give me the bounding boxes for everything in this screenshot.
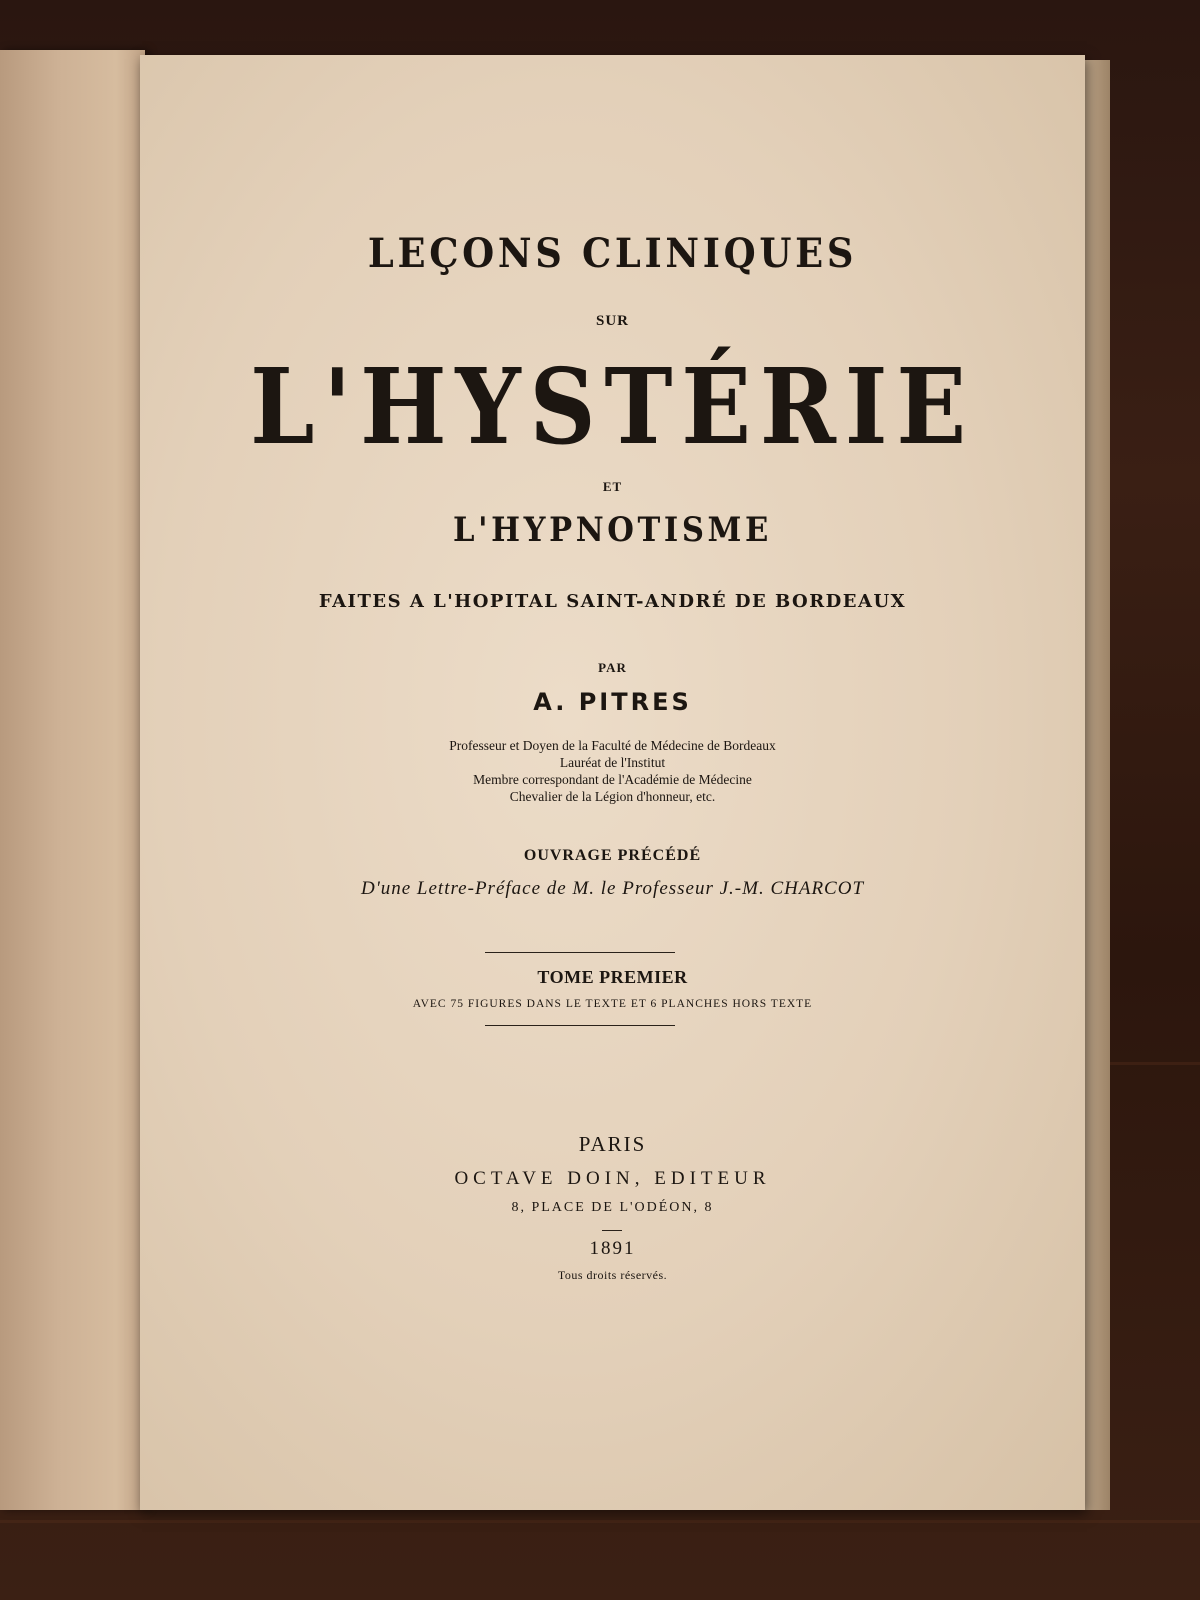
imprint-publisher: OCTAVE DOIN, EDITEUR xyxy=(454,1168,771,1189)
title-page xyxy=(140,55,1085,1510)
imprint-city: PARIS xyxy=(578,1132,647,1156)
left-page-leaf xyxy=(0,50,145,1510)
series-title: LEÇONS CLINIQUES xyxy=(367,230,858,277)
rights-notice: Tous droits réservés. xyxy=(557,1268,668,1282)
divider-bottom xyxy=(485,1025,675,1026)
figures-note: AVEC 75 FIGURES DANS LE TEXTE ET 6 PLANCHES HORS TEXTE xyxy=(412,998,813,1010)
secondary-title: L'HYPNOTISME xyxy=(453,510,772,550)
credential-line: Lauréat de l'Institut xyxy=(559,755,666,770)
wood-grain xyxy=(0,1520,1200,1523)
volume-label: TOME PREMIER xyxy=(537,967,688,987)
by-label: PAR xyxy=(598,660,627,675)
author-name: A. PITRES xyxy=(533,688,692,716)
credential-line: Membre correspondant de l'Académie de Médecine xyxy=(473,772,752,787)
connector-sur: SUR xyxy=(595,313,629,329)
credential-line: Professeur et Doyen de la Faculté de Médecine de Bordeaux xyxy=(449,738,776,753)
main-title: L'HYSTÉRIE xyxy=(250,345,975,468)
author-credentials xyxy=(140,737,1085,805)
divider-top xyxy=(485,952,675,953)
preface-line: D'une Lettre-Préface de M. le Professeur J.-M. CHARCOT xyxy=(360,878,865,899)
credential-line: Chevalier de la Légion d'honneur, etc. xyxy=(509,789,716,804)
subtitle: FAITES A L'HOPITAL SAINT-ANDRÉ DE BORDEAUX xyxy=(318,591,907,612)
connector-et: ET xyxy=(602,479,623,494)
imprint-address: 8, PLACE DE L'ODÉON, 8 xyxy=(511,1200,714,1215)
ouvrage-label: OUVRAGE PRÉCÉDÉ xyxy=(523,847,702,864)
year-divider xyxy=(602,1230,622,1231)
publication-year: 1891 xyxy=(589,1238,636,1259)
